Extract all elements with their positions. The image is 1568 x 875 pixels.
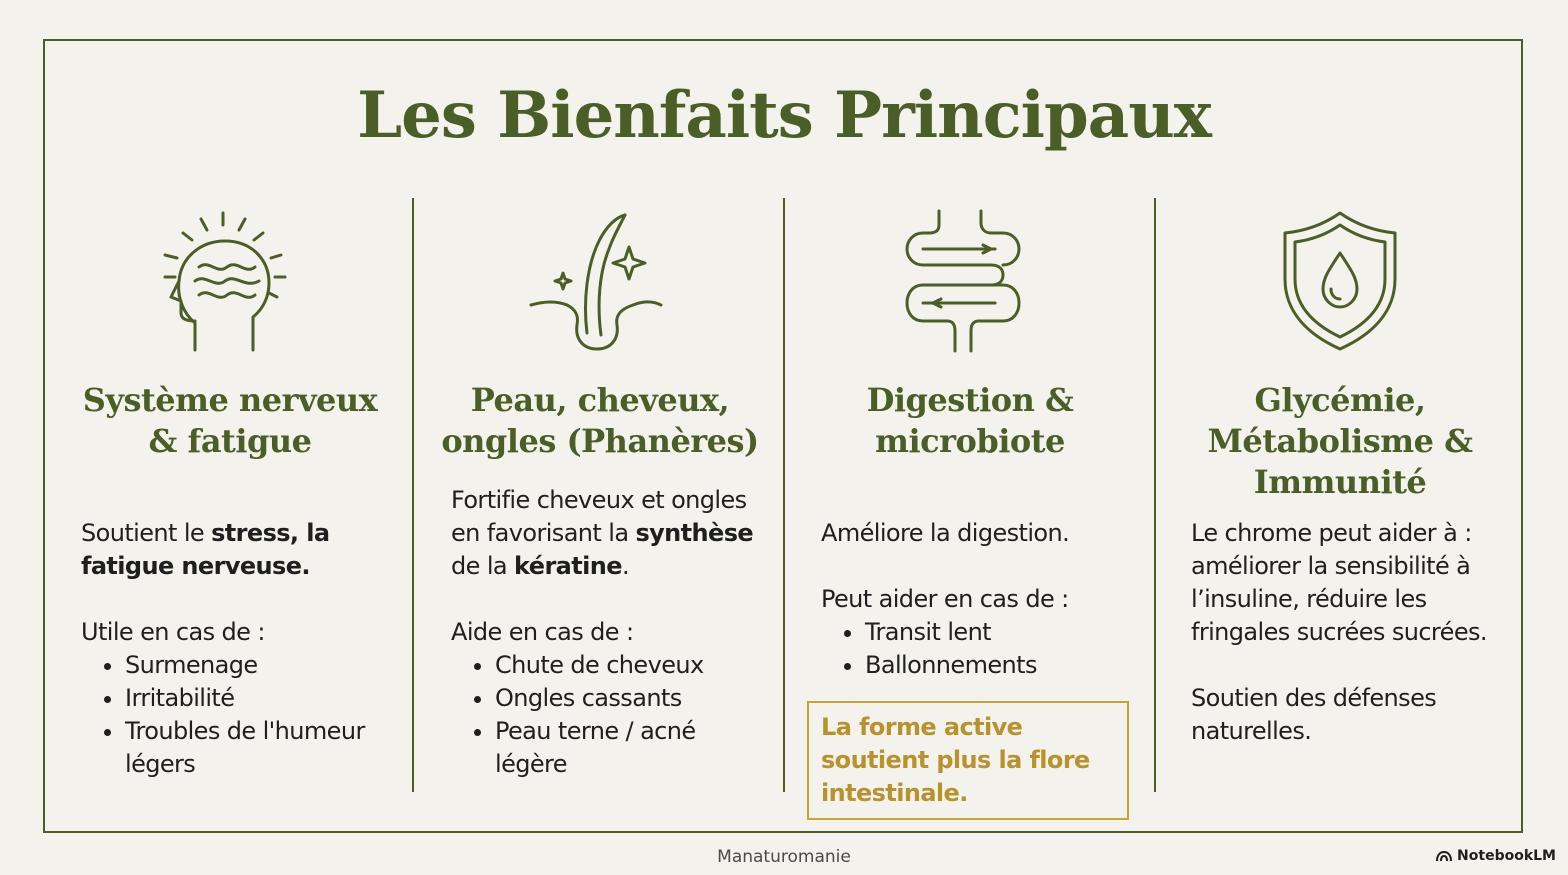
page-title: Les Bienfaits Principaux <box>357 78 1211 153</box>
benefit-column-skin-hair-nails <box>430 205 770 795</box>
benefit-column-glycemia <box>1170 205 1510 795</box>
column-divider <box>412 198 414 792</box>
list-item: • Ballonnements <box>865 649 1131 682</box>
list-item: • Irritabilité <box>125 682 391 715</box>
list-item: • Troubles de l'humeur légers <box>125 715 391 781</box>
list-item: • Peau terne / acné légère <box>495 715 771 781</box>
list-item: • Transit lent <box>865 616 1131 649</box>
list-item: • Surmenage <box>125 649 391 682</box>
intestine-icon <box>895 205 1045 355</box>
highlight-callout: La forme active soutient plus la flore intestinale. <box>807 701 1129 820</box>
column-divider <box>1154 198 1156 792</box>
footer-source: Manaturomanie <box>717 847 851 867</box>
benefit-title: Glycémie, Métabolisme & Immunité <box>1207 381 1473 501</box>
benefit-description: Le chrome peut aider à : améliorer la sensibilité à l’insuline, réduire les fringales sucrées sucrées. Soutien des défenses naturelles. <box>1191 519 1487 745</box>
benefit-title: Peau, cheveux, ongles (Phanères) <box>441 381 759 460</box>
list-item: • Ongles cassants <box>495 682 771 715</box>
brand-name: NotebookLM <box>1457 848 1556 864</box>
brand-badge <box>1436 848 1556 864</box>
benefit-column-nervous-system <box>60 205 400 795</box>
benefit-column-digestion <box>800 205 1140 807</box>
benefit-list <box>451 649 771 781</box>
column-divider <box>783 198 785 792</box>
benefit-description: Améliore la digestion. Peut aider en cas de : • Transit lent • Ballonnements <box>821 517 1131 682</box>
benefit-description: Fortifie cheveux et ongles en favorisant la synthèse de la kératine. Aide en cas de : • Chute de cheveux • Ongles cassants • Peau terne / acné légère <box>451 484 771 781</box>
benefit-list <box>81 649 391 781</box>
list-item: • Chute de cheveux <box>495 649 771 682</box>
benefit-description: Soutient le stress, la fatigue nerveuse. Utile en cas de : • Surmenage • Irritabilité • Troubles de l'humeur légers <box>81 517 391 781</box>
benefit-title: Digestion & microbiote <box>866 381 1074 460</box>
hair-follicle-sparkle-icon <box>525 205 675 355</box>
benefit-list <box>821 616 1131 682</box>
notebooklm-logo-icon <box>1436 850 1452 862</box>
head-brain-waves-icon <box>155 205 305 355</box>
benefit-title: Système nerveux & fatigue <box>82 381 378 460</box>
shield-drop-icon <box>1265 205 1415 355</box>
